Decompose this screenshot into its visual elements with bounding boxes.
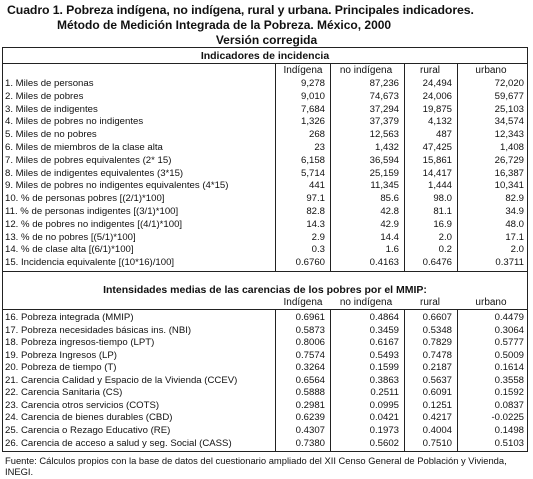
rural-cell: 0.2187 — [422, 362, 452, 374]
rural-cell: 0.6607 — [422, 312, 452, 323]
row-label: 1. Miles de personas — [5, 78, 94, 89]
col-head-urbano: urbano — [475, 297, 507, 308]
indigena-cell: 97.1 — [306, 193, 325, 205]
rural-cell: 19,875 — [422, 103, 452, 115]
table-row — [0, 155, 533, 166]
table-row — [0, 257, 533, 268]
rural-cell: 24,006 — [422, 90, 452, 102]
indigena-cell: 0.3 — [311, 244, 325, 256]
urbano-cell: 0.3064 — [494, 324, 524, 336]
section2-heading: Intensidades medias de las carencias de los pobres por el MMIP: — [103, 284, 427, 296]
table-subtitle: Método de Medición Integrada de la Pobreza. México, 2000 — [57, 18, 392, 32]
rural-cell: 14,417 — [422, 167, 452, 179]
indigena-cell: 0.5873 — [295, 324, 325, 336]
no-indigena-cell: 0.5602 — [369, 437, 399, 449]
table-row — [0, 438, 533, 449]
col-head-no-indigena: no indígena — [339, 65, 393, 76]
no-indigena-cell: 74,673 — [369, 90, 399, 102]
table-row — [0, 193, 533, 204]
table-row — [0, 312, 533, 323]
table-row — [0, 232, 533, 243]
indigena-cell: 0.7380 — [295, 437, 325, 449]
indigena-cell: 0.6760 — [295, 257, 325, 269]
table-row — [0, 337, 533, 348]
row-label: 12. % de pobres no indigentes [(4/1)*100] — [5, 218, 183, 230]
row-label: 8. Miles de indigentes equivalentes (3*15) — [5, 167, 184, 179]
rural-cell: 2.0 — [438, 231, 452, 243]
indigena-cell: 0.8006 — [295, 337, 325, 349]
no-indigena-cell: 0.3863 — [369, 374, 399, 386]
indigena-cell: 6,158 — [300, 154, 325, 166]
table-title: Cuadro 1. Pobreza indígena, no indígena, rural y urbana. Principales indicadores. — [7, 3, 474, 17]
urbano-cell: 0.3711 — [495, 257, 524, 269]
table-row — [0, 244, 533, 255]
row-label: 10. % de personas pobres [(2/1)*100] — [5, 193, 165, 205]
no-indigena-cell: 0.4163 — [369, 257, 399, 269]
urbano-cell: 82.9 — [505, 193, 524, 205]
table-row — [0, 400, 533, 411]
rural-cell: 0.6091 — [422, 387, 452, 399]
no-indigena-cell: 1,432 — [374, 142, 399, 153]
rural-cell: 0.1251 — [422, 399, 452, 411]
rural-cell: 0.6476 — [422, 257, 452, 269]
rural-cell: 16.9 — [433, 218, 452, 230]
indigena-cell: 7,684 — [300, 103, 325, 115]
row-label: 16. Pobreza integrada (MMIP) — [5, 312, 134, 323]
indigena-cell: 268 — [308, 129, 325, 141]
table-row — [0, 206, 533, 217]
indigena-cell: 9,278 — [300, 78, 325, 89]
table-row — [0, 142, 533, 153]
col-head-rural: rural — [419, 65, 440, 76]
no-indigena-cell: 87,236 — [369, 78, 399, 89]
rural-cell: 0.4004 — [422, 424, 452, 436]
row-label: 22. Carencia Sanitaria (CS) — [5, 387, 123, 399]
no-indigena-cell: 25,159 — [369, 167, 399, 179]
no-indigena-cell: 37,294 — [369, 103, 399, 115]
urbano-cell: 1,408 — [499, 142, 524, 153]
rural-cell: 0.7829 — [422, 337, 452, 349]
divider — [2, 309, 528, 310]
rural-cell: 47,425 — [422, 142, 452, 153]
col-head-indigena: Indígena — [283, 297, 323, 308]
row-label: 20. Pobreza de tiempo (T) — [5, 362, 117, 374]
indigena-cell: 82.8 — [306, 206, 325, 217]
table-row — [0, 78, 533, 89]
no-indigena-cell: 0.0995 — [369, 399, 399, 411]
row-label: 21. Carencia Calidad y Espacio de la Vivienda (CCEV) — [5, 374, 238, 386]
urbano-cell: 17.1 — [505, 231, 524, 243]
no-indigena-cell: 85.6 — [380, 193, 399, 205]
table-row — [0, 180, 533, 191]
col-head-indigena: Indígena — [283, 65, 323, 76]
rural-cell: 1,444 — [427, 180, 452, 192]
rural-cell: 0.4217 — [422, 412, 452, 424]
urbano-cell: 72,020 — [494, 78, 524, 89]
indigena-cell: 23 — [314, 142, 325, 153]
indigena-cell: 0.5888 — [295, 387, 325, 399]
urbano-cell: 0.3558 — [494, 374, 524, 386]
col-head-urbano: urbano — [475, 65, 507, 76]
no-indigena-cell: 37,379 — [369, 116, 399, 128]
row-label: 6. Miles de miembros de la clase alta — [5, 142, 163, 153]
rural-cell: 0.5637 — [422, 374, 452, 386]
no-indigena-cell: 0.2511 — [370, 387, 399, 399]
source-footnote: Fuente: Cálculos propios con la base de datos del cuestionario ampliado del XII Censo General de Población y Vivienda, INEGI. — [5, 455, 507, 477]
urbano-cell: 25,103 — [494, 103, 524, 115]
table-row — [0, 350, 533, 361]
table-row — [0, 387, 533, 398]
row-label: 7. Miles de pobres equivalentes (2* 15) — [5, 154, 172, 166]
urbano-cell: 59,677 — [494, 90, 524, 102]
rural-cell: 0.7478 — [422, 349, 452, 361]
table-row — [0, 412, 533, 423]
indigena-cell: 0.2981 — [295, 399, 325, 411]
indigena-cell: 0.6239 — [295, 412, 325, 424]
no-indigena-cell: 0.6167 — [369, 337, 399, 349]
row-label: 3. Miles de indigentes — [5, 103, 98, 115]
no-indigena-cell: 12,563 — [369, 129, 399, 141]
section1-heading: Indicadores de incidencia — [200, 50, 330, 62]
no-indigena-cell: 11,345 — [370, 180, 399, 192]
row-label: 25. Carencia o Rezago Educativo (RE) — [5, 424, 171, 436]
indigena-cell: 0.6961 — [295, 312, 325, 323]
no-indigena-cell: 1.6 — [385, 244, 399, 256]
row-label: 23. Carencia otros servicios (COTS) — [5, 399, 160, 411]
urbano-cell: 10,341 — [494, 180, 524, 192]
urbano-cell: 12,343 — [494, 129, 524, 141]
no-indigena-cell: 0.3459 — [369, 324, 399, 336]
urbano-cell: 0.5103 — [494, 437, 524, 449]
table-row — [0, 362, 533, 373]
no-indigena-cell: 0.1599 — [369, 362, 399, 374]
urbano-cell: 26,729 — [494, 154, 524, 166]
divider — [2, 271, 528, 272]
col-head-no-indigena: no indígena — [339, 297, 393, 308]
row-label: 17. Pobreza necesidades básicas ins. (NBI) — [5, 324, 192, 336]
table-row — [0, 425, 533, 436]
indigena-cell: 14.3 — [306, 218, 325, 230]
urbano-cell: 0.5777 — [494, 337, 524, 349]
urbano-cell: 2.0 — [510, 244, 524, 256]
row-label: 24. Carencia de bienes durables (CBD) — [5, 412, 173, 424]
indigena-cell: 9,010 — [300, 90, 325, 102]
urbano-cell: 0.1498 — [494, 424, 524, 436]
indigena-cell: 5,714 — [300, 167, 325, 179]
indigena-cell: 2.9 — [311, 231, 325, 243]
no-indigena-cell: 0.4864 — [369, 312, 399, 323]
indigena-cell: 0.3264 — [295, 362, 325, 374]
urbano-cell: 0.4479 — [494, 312, 524, 323]
rural-cell: 98.0 — [433, 193, 452, 205]
row-label: 26. Carencia de acceso a salud y seg. Social (CASS) — [5, 437, 232, 449]
row-label: 11. % de personas indigentes [(3/1)*100] — [5, 206, 179, 217]
urbano-cell: -0.0225 — [491, 412, 524, 424]
no-indigena-cell: 42.9 — [380, 218, 399, 230]
no-indigena-cell: 42.8 — [380, 206, 399, 217]
indigena-cell: 441 — [308, 180, 325, 192]
indigena-cell: 1,326 — [300, 116, 325, 128]
no-indigena-cell: 0.5493 — [369, 349, 399, 361]
rural-cell: 0.5348 — [422, 324, 452, 336]
table-row — [0, 116, 533, 127]
no-indigena-cell: 14.4 — [380, 231, 399, 243]
rural-cell: 81.1 — [433, 206, 452, 217]
row-label: 2. Miles de pobres — [5, 90, 84, 102]
table-row — [0, 91, 533, 102]
row-label: 15. Incidencia equivalente [(10*16)/100] — [5, 257, 175, 269]
col-head-rural: rural — [419, 297, 440, 308]
urbano-cell: 16,387 — [494, 167, 524, 179]
urbano-cell: 34.9 — [505, 206, 524, 217]
no-indigena-cell: 0.0421 — [369, 412, 399, 424]
rural-cell: 487 — [435, 129, 452, 141]
urbano-cell: 0.0837 — [494, 399, 524, 411]
rural-cell: 4,132 — [427, 116, 452, 128]
urbano-cell: 48.0 — [505, 218, 524, 230]
row-label: 5. Miles de no pobres — [5, 129, 97, 141]
rural-cell: 15,861 — [422, 154, 452, 166]
table-row — [0, 129, 533, 140]
urbano-cell: 0.5009 — [494, 349, 524, 361]
no-indigena-cell: 36,594 — [369, 154, 399, 166]
table-row — [0, 375, 533, 386]
table-row — [0, 325, 533, 336]
table-row — [0, 104, 533, 115]
rural-cell: 0.2 — [438, 244, 452, 256]
row-label: 4. Miles de pobres no indigentes — [5, 116, 144, 128]
rural-cell: 0.7510 — [422, 437, 452, 449]
urbano-cell: 34,574 — [494, 116, 524, 128]
urbano-cell: 0.1592 — [494, 387, 524, 399]
no-indigena-cell: 0.1973 — [369, 424, 399, 436]
row-label: 9. Miles de pobres no indigentes equivalentes (4*15) — [5, 180, 229, 192]
row-label: 18. Pobreza ingresos-tiempo (LPT) — [5, 337, 155, 349]
row-label: 13. % de no pobres [(5/1)*100] — [5, 231, 136, 243]
table-row — [0, 219, 533, 230]
table-row — [0, 168, 533, 179]
version-note: Versión corregida — [215, 33, 318, 47]
urbano-cell: 0.1614 — [494, 362, 524, 374]
indigena-cell: 0.4307 — [295, 424, 325, 436]
indigena-cell: 0.7574 — [295, 349, 325, 361]
indigena-cell: 0.6564 — [295, 374, 325, 386]
row-label: 19. Pobreza Ingresos (LP) — [5, 349, 117, 361]
row-label: 14. % de clase alta [(6/1)*100] — [5, 244, 134, 256]
divider — [2, 63, 528, 64]
rural-cell: 24,494 — [422, 78, 452, 89]
